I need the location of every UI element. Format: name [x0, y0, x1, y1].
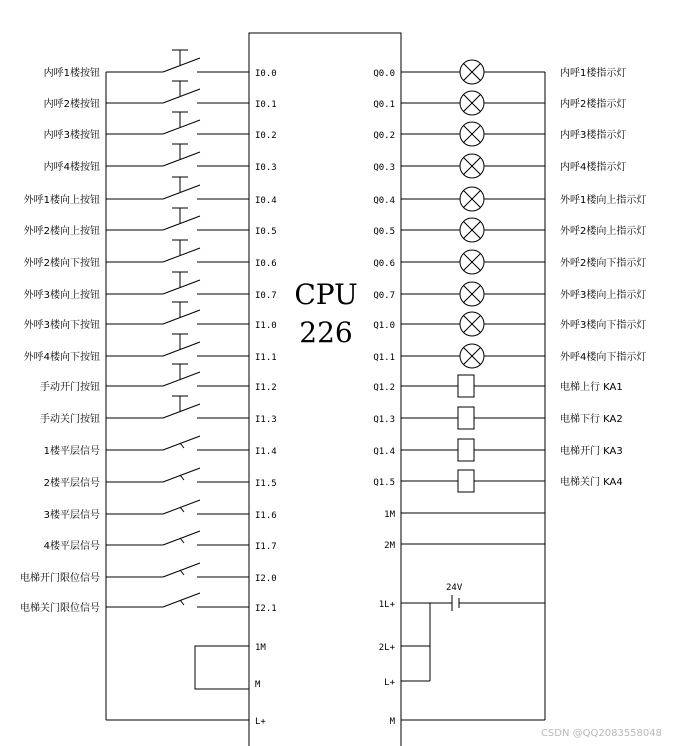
output-pin-label: Q1.5 [373, 478, 395, 488]
input-pin-label: I0.1 [255, 100, 277, 110]
output-power-pin-label: 2L+ [378, 643, 395, 653]
switch-blade [163, 58, 200, 72]
output-pin-label: Q0.3 [373, 163, 395, 173]
output-pin-label: Q0.2 [373, 131, 395, 141]
input-label: 内呼2楼按钮 [43, 99, 100, 110]
switch-blade [163, 593, 200, 607]
limit-switch [163, 436, 200, 450]
input-pin-label: I1.6 [255, 511, 277, 521]
output-pin-label: Q0.7 [373, 291, 395, 301]
input-pin-label: I1.3 [255, 415, 277, 425]
output-pin-label: Q0.1 [373, 100, 395, 110]
output-label: 电梯关门 KA4 [560, 477, 623, 488]
input-pin-label: I1.4 [255, 447, 277, 457]
limit-switch [163, 531, 200, 545]
input-power-pin-label: M [255, 680, 261, 690]
input-label: 内呼1楼按钮 [43, 68, 100, 79]
cpu-model: 226 [299, 316, 353, 349]
input-pin-label: I0.7 [255, 291, 277, 301]
switch-blade [163, 468, 200, 482]
indicator-lamp-icon [460, 344, 484, 368]
input-label: 3楼平层信号 [43, 510, 100, 521]
output-power-pin-label: M [389, 717, 395, 727]
switch-contact [180, 600, 184, 605]
switch-contact [180, 570, 184, 575]
switch-blade [163, 404, 200, 418]
output-label: 外呼2楼向下指示灯 [560, 258, 647, 269]
input-label: 外呼4楼向下按钮 [23, 352, 100, 363]
output-pin-label: Q0.6 [373, 259, 395, 269]
output-label: 外呼3楼向下指示灯 [560, 320, 647, 331]
input-pin-label: I1.1 [255, 353, 277, 363]
output-pin-label: Q0.5 [373, 227, 395, 237]
cpu-title: CPU [294, 278, 358, 311]
limit-switch [163, 500, 200, 514]
output-pin-label: Q0.4 [373, 196, 395, 206]
input-pin-label: I2.0 [255, 574, 277, 584]
input-pin-label: I0.5 [255, 227, 277, 237]
indicator-lamp-icon [460, 282, 484, 306]
indicator-lamp-icon [460, 218, 484, 242]
input-label: 外呼3楼向下按钮 [23, 320, 100, 331]
input-pin-label: I0.3 [255, 163, 277, 173]
input-power-pin-label: 1M [255, 643, 266, 653]
push-button-switch [163, 208, 200, 230]
input-label: 2楼平层信号 [43, 478, 100, 489]
input-label: 电梯关门限位信号 [20, 603, 100, 614]
output-label: 内呼2楼指示灯 [560, 99, 627, 110]
input-label: 外呼1楼向上按钮 [23, 195, 100, 206]
relay-coil-icon [458, 470, 474, 492]
indicator-lamp-icon [460, 122, 484, 146]
input-label: 手动开门按钮 [40, 382, 100, 393]
switch-blade [163, 89, 200, 103]
relay-coil-icon [458, 375, 474, 397]
input-label: 内呼4楼按钮 [43, 162, 100, 173]
input-label: 手动关门按钮 [40, 414, 100, 425]
push-button-switch [163, 272, 200, 294]
input-label: 外呼2楼向上按钮 [23, 226, 100, 237]
switch-contact [180, 443, 184, 448]
output-pin-label: Q1.4 [373, 447, 395, 457]
input-pin-label: I1.0 [255, 321, 277, 331]
push-button-switch [163, 112, 200, 134]
input-label: 外呼2楼向下按钮 [23, 258, 100, 269]
input-label: 4楼平层信号 [43, 541, 100, 552]
push-button-switch [163, 50, 200, 72]
switch-blade [163, 185, 200, 199]
input-pin-label: I1.7 [255, 542, 277, 552]
m-1m-jumper [195, 646, 249, 689]
switch-blade [163, 531, 200, 545]
switch-contact [180, 507, 184, 512]
input-label: 电梯开门限位信号 [20, 573, 100, 584]
output-label: 内呼3楼指示灯 [560, 130, 627, 141]
input-pin-label: I1.2 [255, 383, 277, 393]
output-power-pin-label: 1L+ [378, 600, 395, 610]
push-button-switch [163, 240, 200, 262]
switch-blade [163, 342, 200, 356]
push-button-switch [163, 177, 200, 199]
indicator-lamp-icon [460, 154, 484, 178]
output-pin-label: Q1.2 [373, 383, 395, 393]
switch-blade [163, 248, 200, 262]
output-pin-label: Q0.0 [373, 69, 395, 79]
switch-contact [180, 475, 184, 480]
switch-blade [163, 372, 200, 386]
switch-blade [163, 500, 200, 514]
indicator-lamp-icon [460, 91, 484, 115]
supply-label: 24V [446, 583, 463, 593]
input-label: 内呼3楼按钮 [43, 130, 100, 141]
output-label: 外呼2楼向上指示灯 [560, 226, 647, 237]
relay-coil-icon [458, 407, 474, 429]
switch-blade [163, 563, 200, 577]
push-button-switch [163, 144, 200, 166]
switch-contact [180, 538, 184, 543]
output-label: 电梯开门 KA3 [560, 446, 623, 457]
output-pin-label: Q1.0 [373, 321, 395, 331]
limit-switch [163, 468, 200, 482]
output-label: 电梯下行 KA2 [560, 414, 623, 425]
push-button-switch [163, 302, 200, 324]
switch-blade [163, 310, 200, 324]
indicator-lamp-icon [460, 60, 484, 84]
output-label: 外呼4楼向下指示灯 [560, 352, 647, 363]
switch-blade [163, 120, 200, 134]
indicator-lamp-icon [460, 187, 484, 211]
output-label: 外呼1楼向上指示灯 [560, 195, 647, 206]
push-button-switch [163, 334, 200, 356]
input-pin-label: I0.6 [255, 259, 277, 269]
output-power-pin-label: 1M [384, 510, 395, 520]
relay-coil-icon [458, 439, 474, 461]
push-button-switch [163, 396, 200, 418]
output-power-pin-label: 2M [384, 541, 395, 551]
output-label: 内呼1楼指示灯 [560, 68, 627, 79]
limit-switch [163, 563, 200, 577]
input-pin-label: I2.1 [255, 604, 277, 614]
input-pin-label: I0.4 [255, 196, 277, 206]
push-button-switch [163, 81, 200, 103]
indicator-lamp-icon [460, 312, 484, 336]
switch-blade [163, 152, 200, 166]
input-pin-label: I0.0 [255, 69, 277, 79]
output-label: 内呼4楼指示灯 [560, 162, 627, 173]
indicator-lamp-icon [460, 250, 484, 274]
output-label: 电梯上行 KA1 [560, 382, 623, 393]
watermark: CSDN @QQ2083558048 [540, 728, 662, 739]
output-label: 外呼3楼向上指示灯 [560, 290, 647, 301]
input-label: 外呼3楼向上按钮 [23, 290, 100, 301]
limit-switch [163, 593, 200, 607]
output-power-pin-label: L+ [384, 678, 395, 688]
input-pin-label: I0.2 [255, 131, 277, 141]
input-pin-label: I1.5 [255, 479, 277, 489]
input-label: 1楼平层信号 [43, 446, 100, 457]
switch-blade [163, 280, 200, 294]
battery-24v-icon [452, 595, 459, 611]
input-power-pin-label: L+ [255, 717, 266, 727]
switch-blade [163, 436, 200, 450]
push-button-switch [163, 364, 200, 386]
output-pin-label: Q1.1 [373, 353, 395, 363]
switch-blade [163, 216, 200, 230]
output-pin-label: Q1.3 [373, 415, 395, 425]
